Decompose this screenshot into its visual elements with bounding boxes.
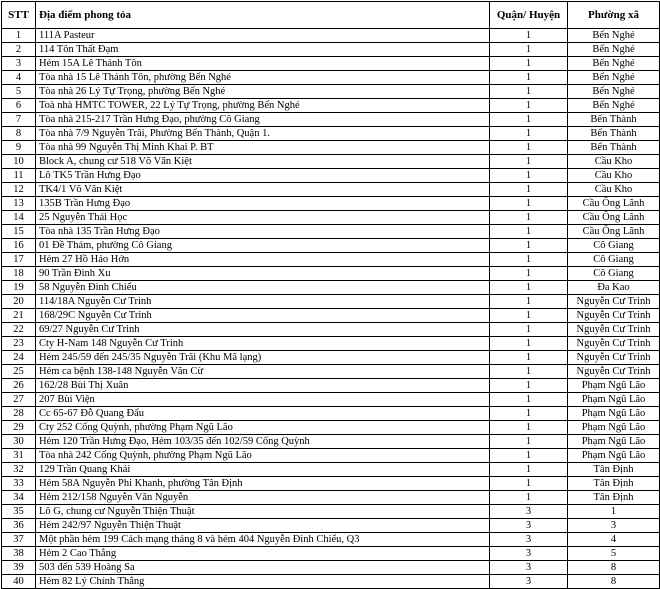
cell-district: 3 xyxy=(490,547,568,561)
cell-district: 1 xyxy=(490,337,568,351)
cell-location: Tòa nhà 26 Lý Tự Trọng, phường Bến Nghé xyxy=(36,85,490,99)
cell-stt: 35 xyxy=(2,505,36,519)
cell-ward: Phạm Ngũ Lão xyxy=(568,379,660,393)
cell-stt: 2 xyxy=(2,43,36,57)
cell-district: 1 xyxy=(490,449,568,463)
cell-ward: Cầu Ông Lãnh xyxy=(568,197,660,211)
header-location: Địa điểm phong tỏa xyxy=(36,2,490,29)
cell-stt: 27 xyxy=(2,393,36,407)
table-row xyxy=(2,141,660,155)
table-row xyxy=(2,127,660,141)
cell-location: 90 Trần Đình Xu xyxy=(36,267,490,281)
cell-stt: 11 xyxy=(2,169,36,183)
cell-ward: Cầu Ông Lãnh xyxy=(568,225,660,239)
cell-ward: 8 xyxy=(568,575,660,589)
table-row xyxy=(2,519,660,533)
cell-location: Hẻm 82 Lý Chính Thắng xyxy=(36,575,490,589)
cell-district: 1 xyxy=(490,323,568,337)
table-row xyxy=(2,421,660,435)
cell-stt: 31 xyxy=(2,449,36,463)
cell-ward: Đa Kao xyxy=(568,281,660,295)
cell-stt: 9 xyxy=(2,141,36,155)
cell-location: TK4/1 Võ Văn Kiệt xyxy=(36,183,490,197)
cell-location: Tòa nhà 135 Trần Hưng Đạo xyxy=(36,225,490,239)
cell-stt: 34 xyxy=(2,491,36,505)
table-row xyxy=(2,29,660,43)
cell-stt: 28 xyxy=(2,407,36,421)
cell-district: 1 xyxy=(490,225,568,239)
table-row xyxy=(2,491,660,505)
cell-stt: 16 xyxy=(2,239,36,253)
cell-ward: Nguyễn Cư Trinh xyxy=(568,295,660,309)
cell-district: 1 xyxy=(490,211,568,225)
header-row xyxy=(2,2,660,29)
cell-stt: 22 xyxy=(2,323,36,337)
cell-ward: Bến Thành xyxy=(568,141,660,155)
cell-district: 1 xyxy=(490,267,568,281)
cell-stt: 12 xyxy=(2,183,36,197)
cell-ward: Phạm Ngũ Lão xyxy=(568,449,660,463)
cell-ward: Bến Thành xyxy=(568,113,660,127)
cell-stt: 19 xyxy=(2,281,36,295)
cell-district: 1 xyxy=(490,239,568,253)
cell-location: Hẻm 212/158 Nguyễn Văn Nguyễn xyxy=(36,491,490,505)
cell-location: Toà nhà HMTC TOWER, 22 Lý Tự Trọng, phường Bến Nghé xyxy=(36,99,490,113)
cell-district: 1 xyxy=(490,463,568,477)
cell-district: 1 xyxy=(490,295,568,309)
cell-location: Lô TK5 Trần Hưng Đạo xyxy=(36,169,490,183)
cell-ward: 1 xyxy=(568,505,660,519)
cell-stt: 10 xyxy=(2,155,36,169)
cell-stt: 29 xyxy=(2,421,36,435)
cell-location: Tòa nhà 7/9 Nguyễn Trãi, Phường Bến Thành, Quận 1. xyxy=(36,127,490,141)
cell-ward: Nguyễn Cư Trinh xyxy=(568,365,660,379)
cell-ward: Cầu Kho xyxy=(568,183,660,197)
cell-stt: 13 xyxy=(2,197,36,211)
cell-stt: 14 xyxy=(2,211,36,225)
cell-district: 1 xyxy=(490,141,568,155)
table-row xyxy=(2,281,660,295)
cell-stt: 4 xyxy=(2,71,36,85)
cell-district: 1 xyxy=(490,197,568,211)
cell-stt: 17 xyxy=(2,253,36,267)
cell-ward: Cầu Ông Lãnh xyxy=(568,211,660,225)
cell-ward: Bến Nghé xyxy=(568,71,660,85)
table-row xyxy=(2,337,660,351)
cell-stt: 5 xyxy=(2,85,36,99)
cell-ward: Cầu Kho xyxy=(568,155,660,169)
cell-location: 168/29C Nguyễn Cư Trinh xyxy=(36,309,490,323)
cell-location: Hẻm 15A Lê Thánh Tôn xyxy=(36,57,490,71)
cell-stt: 30 xyxy=(2,435,36,449)
cell-ward: Phạm Ngũ Lão xyxy=(568,393,660,407)
cell-district: 1 xyxy=(490,43,568,57)
cell-district: 1 xyxy=(490,155,568,169)
cell-location: 01 Đề Thám, phường Cô Giang xyxy=(36,239,490,253)
cell-location: Cc 65-67 Đỗ Quang Đẩu xyxy=(36,407,490,421)
cell-location: Hẻm 242/97 Nguyễn Thiện Thuật xyxy=(36,519,490,533)
cell-district: 3 xyxy=(490,561,568,575)
cell-location: Cty H-Nam 148 Nguyễn Cư Trinh xyxy=(36,337,490,351)
table-row xyxy=(2,505,660,519)
cell-district: 3 xyxy=(490,519,568,533)
table-row xyxy=(2,435,660,449)
cell-ward: Nguyễn Cư Trinh xyxy=(568,351,660,365)
cell-stt: 36 xyxy=(2,519,36,533)
cell-stt: 8 xyxy=(2,127,36,141)
table-row xyxy=(2,99,660,113)
cell-stt: 20 xyxy=(2,295,36,309)
table-row xyxy=(2,197,660,211)
table-row xyxy=(2,85,660,99)
cell-location: Hẻm ca bệnh 138-148 Nguyễn Văn Cừ xyxy=(36,365,490,379)
cell-stt: 23 xyxy=(2,337,36,351)
cell-district: 1 xyxy=(490,127,568,141)
cell-stt: 21 xyxy=(2,309,36,323)
cell-stt: 37 xyxy=(2,533,36,547)
cell-location: 114/18A Nguyễn Cư Trinh xyxy=(36,295,490,309)
cell-stt: 6 xyxy=(2,99,36,113)
table-row xyxy=(2,561,660,575)
cell-district: 1 xyxy=(490,491,568,505)
cell-district: 1 xyxy=(490,435,568,449)
cell-district: 1 xyxy=(490,281,568,295)
table-row xyxy=(2,477,660,491)
table-row xyxy=(2,463,660,477)
cell-district: 1 xyxy=(490,183,568,197)
cell-location: 114 Tôn Thất Đạm xyxy=(36,43,490,57)
table-row xyxy=(2,169,660,183)
cell-district: 1 xyxy=(490,365,568,379)
cell-ward: Cô Giang xyxy=(568,239,660,253)
cell-district: 1 xyxy=(490,57,568,71)
cell-stt: 38 xyxy=(2,547,36,561)
cell-district: 1 xyxy=(490,379,568,393)
cell-district: 1 xyxy=(490,71,568,85)
cell-district: 1 xyxy=(490,421,568,435)
cell-location: 503 đến 539 Hoàng Sa xyxy=(36,561,490,575)
table-row xyxy=(2,295,660,309)
cell-district: 1 xyxy=(490,253,568,267)
table-row xyxy=(2,407,660,421)
cell-location: Hẻm 245/59 đến 245/35 Nguyễn Trãi (Khu Mã lạng) xyxy=(36,351,490,365)
cell-ward: Nguyễn Cư Trinh xyxy=(568,323,660,337)
cell-location: Lô G, chung cư Nguyễn Thiện Thuật xyxy=(36,505,490,519)
table-row xyxy=(2,239,660,253)
cell-ward: Phạm Ngũ Lão xyxy=(568,407,660,421)
table-row xyxy=(2,211,660,225)
cell-ward: Bến Nghé xyxy=(568,43,660,57)
cell-location: Tòa nhà 215-217 Trần Hưng Đạo, phường Cô Giang xyxy=(36,113,490,127)
cell-district: 1 xyxy=(490,113,568,127)
table-row xyxy=(2,575,660,589)
table-row xyxy=(2,351,660,365)
table-body xyxy=(2,29,660,589)
table-header xyxy=(2,2,660,29)
cell-ward: Cầu Kho xyxy=(568,169,660,183)
cell-location: Tòa nhà 242 Cống Quỳnh, phường Phạm Ngũ Lão xyxy=(36,449,490,463)
cell-location: Block A, chung cư 518 Võ Văn Kiệt xyxy=(36,155,490,169)
table-row xyxy=(2,365,660,379)
cell-location: Cty 252 Cống Quỳnh, phường Phạm Ngũ Lão xyxy=(36,421,490,435)
cell-stt: 15 xyxy=(2,225,36,239)
cell-ward: 3 xyxy=(568,519,660,533)
cell-location: 207 Bùi Viện xyxy=(36,393,490,407)
cell-stt: 3 xyxy=(2,57,36,71)
cell-district: 3 xyxy=(490,533,568,547)
cell-ward: Tân Định xyxy=(568,463,660,477)
cell-ward: Cô Giang xyxy=(568,267,660,281)
cell-stt: 33 xyxy=(2,477,36,491)
cell-ward: Cô Giang xyxy=(568,253,660,267)
cell-location: Hẻm 120 Trần Hưng Đạo, Hẻm 103/35 đến 102/59 Cống Quỳnh xyxy=(36,435,490,449)
cell-stt: 25 xyxy=(2,365,36,379)
table-row xyxy=(2,225,660,239)
cell-district: 1 xyxy=(490,99,568,113)
table-row xyxy=(2,155,660,169)
header-district: Quận/ Huyện xyxy=(490,2,568,29)
cell-ward: Bến Nghé xyxy=(568,29,660,43)
cell-district: 1 xyxy=(490,407,568,421)
cell-ward: Bến Nghé xyxy=(568,99,660,113)
cell-ward: 8 xyxy=(568,561,660,575)
cell-ward: Phạm Ngũ Lão xyxy=(568,421,660,435)
cell-stt: 32 xyxy=(2,463,36,477)
table-row xyxy=(2,267,660,281)
cell-district: 1 xyxy=(490,85,568,99)
table-row xyxy=(2,253,660,267)
cell-stt: 39 xyxy=(2,561,36,575)
cell-location: Tòa nhà 99 Nguyễn Thị Minh Khai P. BT xyxy=(36,141,490,155)
cell-location: 135B Trần Hưng Đạo xyxy=(36,197,490,211)
cell-stt: 24 xyxy=(2,351,36,365)
cell-location: Hẻm 58A Nguyễn Phi Khanh, phường Tân Định xyxy=(36,477,490,491)
header-ward: Phường xã xyxy=(568,2,660,29)
cell-location: 69/27 Nguyễn Cư Trinh xyxy=(36,323,490,337)
cell-location: 129 Trần Quang Khải xyxy=(36,463,490,477)
table-row xyxy=(2,113,660,127)
cell-location: Tòa nhà 15 Lê Thánh Tôn, phường Bến Nghé xyxy=(36,71,490,85)
cell-ward: 4 xyxy=(568,533,660,547)
cell-location: Một phần hẻm 199 Cách mạng tháng 8 và hẻm 404 Nguyễn Đình Chiểu, Q3 xyxy=(36,533,490,547)
table-row xyxy=(2,533,660,547)
cell-district: 1 xyxy=(490,393,568,407)
cell-district: 1 xyxy=(490,169,568,183)
cell-ward: Bến Nghé xyxy=(568,57,660,71)
table-row xyxy=(2,323,660,337)
cell-stt: 18 xyxy=(2,267,36,281)
cell-ward: Tân Định xyxy=(568,477,660,491)
cell-ward: Bến Nghé xyxy=(568,85,660,99)
cell-stt: 1 xyxy=(2,29,36,43)
cell-ward: Bến Thành xyxy=(568,127,660,141)
table-row xyxy=(2,183,660,197)
table-row xyxy=(2,547,660,561)
cell-district: 1 xyxy=(490,309,568,323)
cell-location: 58 Nguyễn Đình Chiểu xyxy=(36,281,490,295)
table-row xyxy=(2,43,660,57)
cell-ward: 5 xyxy=(568,547,660,561)
table-row xyxy=(2,393,660,407)
table-row xyxy=(2,71,660,85)
table-row xyxy=(2,379,660,393)
lockdown-table-container xyxy=(1,1,659,589)
table-row xyxy=(2,309,660,323)
cell-location: Hẻm 27 Hồ Hảo Hớn xyxy=(36,253,490,267)
cell-ward: Nguyễn Cư Trinh xyxy=(568,337,660,351)
cell-ward: Phạm Ngũ Lão xyxy=(568,435,660,449)
table-row xyxy=(2,449,660,463)
cell-district: 1 xyxy=(490,477,568,491)
cell-ward: Tân Định xyxy=(568,491,660,505)
cell-location: 25 Nguyễn Thái Học xyxy=(36,211,490,225)
cell-district: 3 xyxy=(490,505,568,519)
cell-location: 111A Pasteur xyxy=(36,29,490,43)
table-row xyxy=(2,57,660,71)
header-stt: STT xyxy=(2,2,36,29)
cell-district: 1 xyxy=(490,29,568,43)
cell-district: 1 xyxy=(490,351,568,365)
cell-district: 3 xyxy=(490,575,568,589)
cell-ward: Nguyễn Cư Trinh xyxy=(568,309,660,323)
lockdown-locations-table xyxy=(1,1,660,589)
cell-location: Hẻm 2 Cao Thắng xyxy=(36,547,490,561)
cell-location: 162/28 Bùi Thị Xuân xyxy=(36,379,490,393)
cell-stt: 7 xyxy=(2,113,36,127)
cell-stt: 40 xyxy=(2,575,36,589)
cell-stt: 26 xyxy=(2,379,36,393)
